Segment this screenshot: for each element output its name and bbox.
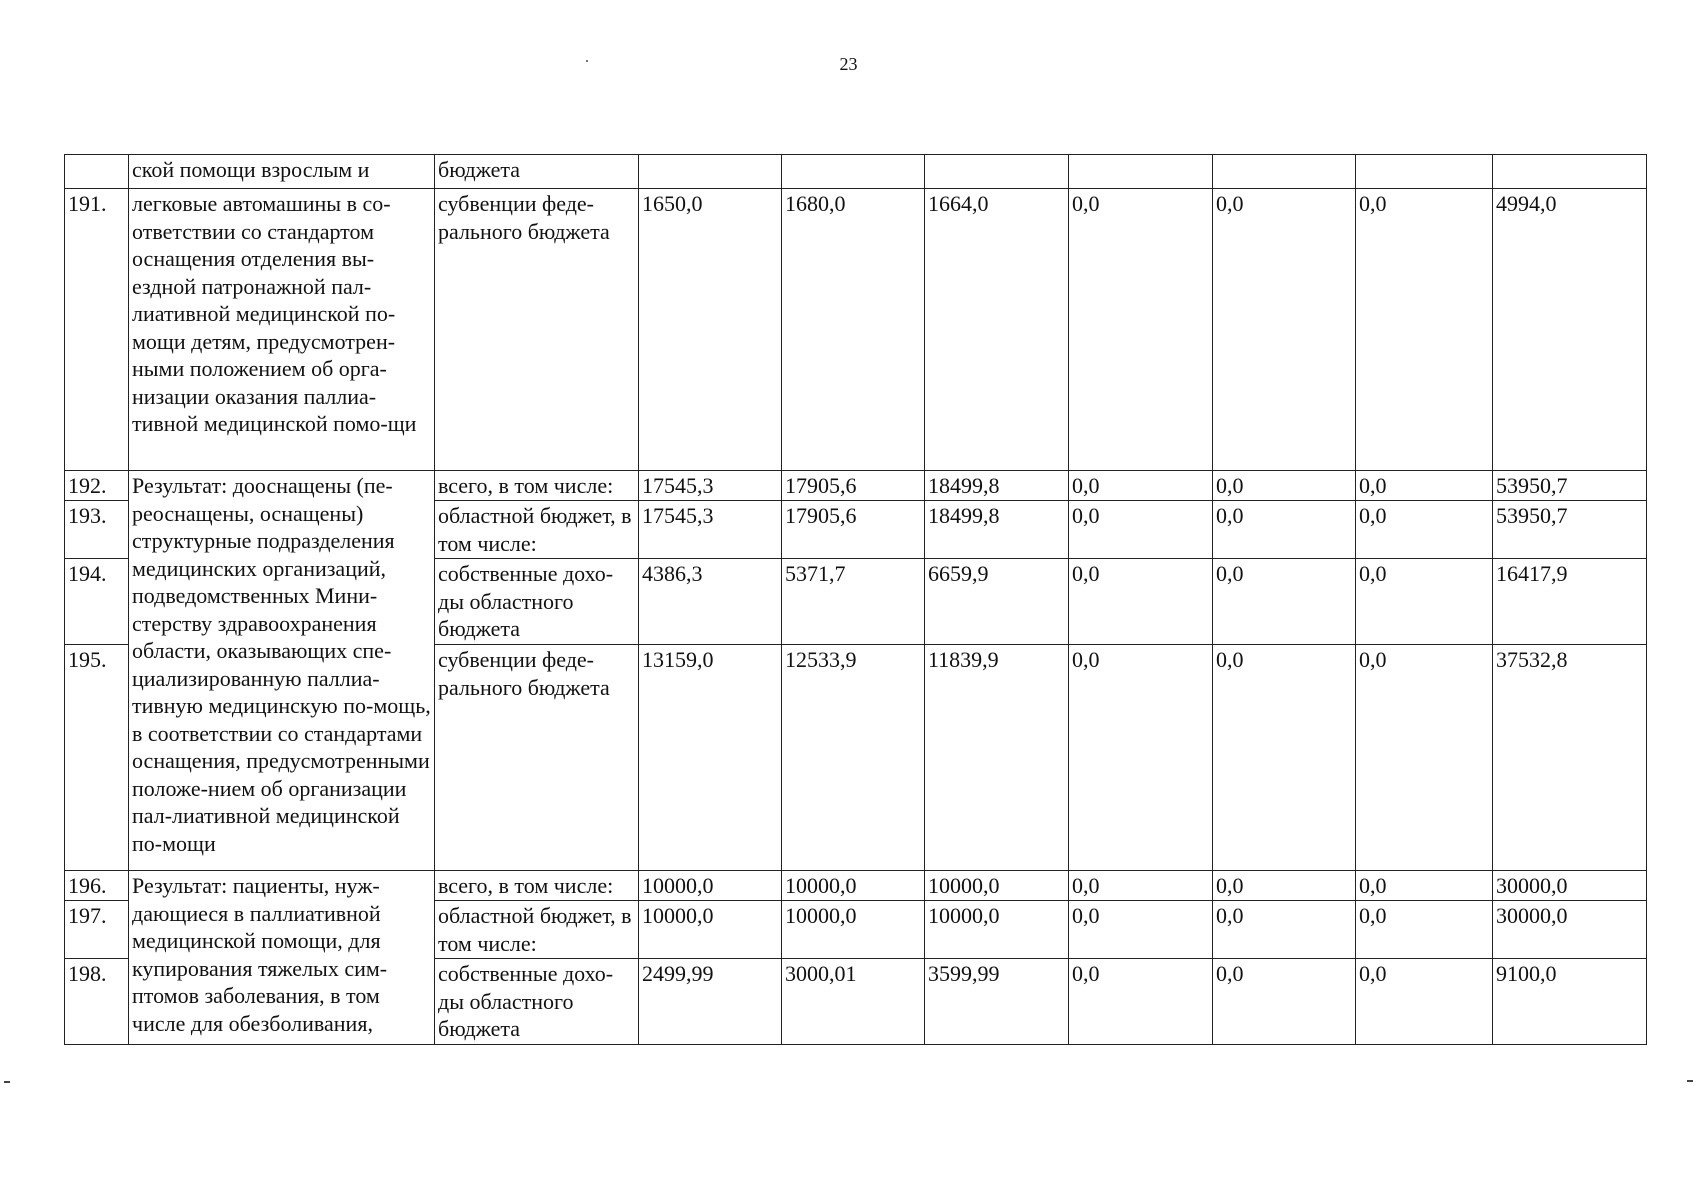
table-row bbox=[65, 189, 1647, 471]
value-cell: 0,0 bbox=[1213, 559, 1356, 645]
budget-table bbox=[64, 154, 1647, 1045]
value-cell: 0,0 bbox=[1356, 471, 1493, 501]
value-cell: 30000,0 bbox=[1493, 901, 1647, 959]
row-number: 197. bbox=[65, 901, 129, 959]
row-number: 193. bbox=[65, 501, 129, 559]
row-number bbox=[65, 155, 129, 189]
value-cell: 0,0 bbox=[1213, 189, 1356, 471]
value-cell: 1664,0 bbox=[925, 189, 1069, 471]
value-cell: 53950,7 bbox=[1493, 471, 1647, 501]
value-cell bbox=[639, 155, 782, 189]
scan-artifact-dot bbox=[586, 60, 588, 62]
funding-source: областной бюджет, в том числе: bbox=[435, 501, 639, 559]
scan-margin-mark bbox=[4, 1081, 10, 1083]
scan-margin-mark bbox=[1687, 1080, 1693, 1082]
row-description: ской помощи взрослым и bbox=[129, 155, 435, 189]
value-cell: 0,0 bbox=[1069, 871, 1213, 901]
value-cell: 10000,0 bbox=[925, 901, 1069, 959]
value-cell: 0,0 bbox=[1213, 471, 1356, 501]
row-number: 198. bbox=[65, 959, 129, 1045]
funding-source: всего, в том числе: bbox=[435, 871, 639, 901]
row-number: 194. bbox=[65, 559, 129, 645]
value-cell: 0,0 bbox=[1356, 645, 1493, 871]
value-cell: 18499,8 bbox=[925, 471, 1069, 501]
value-cell: 18499,8 bbox=[925, 501, 1069, 559]
value-cell: 0,0 bbox=[1069, 559, 1213, 645]
row-number: 192. bbox=[65, 471, 129, 501]
row-description: Результат: дооснащены (пе-реоснащены, оснащены) структурные подразделения медицинских организаций, подведомственных Мини-стерству здравоохранения области, оказывающих спе-циализированную паллиа-тивную медицинскую по-мощь, в соответствии со стандартами оснащения, предусмотренными положе-нием об организации пал-лиативной медицинской по-мощи bbox=[129, 471, 435, 871]
row-number: 196. bbox=[65, 871, 129, 901]
value-cell: 0,0 bbox=[1069, 645, 1213, 871]
funding-source: областной бюджет, в том числе: bbox=[435, 901, 639, 959]
value-cell: 30000,0 bbox=[1493, 871, 1647, 901]
value-cell: 5371,7 bbox=[782, 559, 925, 645]
value-cell: 4386,3 bbox=[639, 559, 782, 645]
value-cell: 0,0 bbox=[1213, 871, 1356, 901]
row-description: легковые автомашины в со-ответствии со стандартом оснащения отделения вы-ездной патронажной пал-лиативной медицинской по-мощи детям, предусмотрен-ными положением об орга-низации оказания паллиа-тивной медицинской помо-щи bbox=[129, 189, 435, 471]
value-cell: 0,0 bbox=[1069, 189, 1213, 471]
value-cell: 0,0 bbox=[1356, 959, 1493, 1045]
value-cell: 0,0 bbox=[1356, 901, 1493, 959]
value-cell bbox=[1069, 155, 1213, 189]
value-cell: 0,0 bbox=[1069, 501, 1213, 559]
value-cell: 0,0 bbox=[1213, 959, 1356, 1045]
value-cell: 17545,3 bbox=[639, 471, 782, 501]
value-cell: 1650,0 bbox=[639, 189, 782, 471]
funding-source: бюджета bbox=[435, 155, 639, 189]
funding-source: собственные дохо-ды областного бюджета bbox=[435, 559, 639, 645]
page-number: 23 bbox=[839, 54, 858, 74]
value-cell: 10000,0 bbox=[782, 901, 925, 959]
value-cell: 12533,9 bbox=[782, 645, 925, 871]
value-cell: 0,0 bbox=[1356, 871, 1493, 901]
value-cell: 37532,8 bbox=[1493, 645, 1647, 871]
value-cell: 9100,0 bbox=[1493, 959, 1647, 1045]
value-cell: 0,0 bbox=[1213, 501, 1356, 559]
value-cell: 10000,0 bbox=[639, 871, 782, 901]
value-cell: 0,0 bbox=[1356, 501, 1493, 559]
value-cell bbox=[1213, 155, 1356, 189]
value-cell: 0,0 bbox=[1356, 559, 1493, 645]
row-description: Результат: пациенты, нуж-дающиеся в паллиативной медицинской помощи, для купирования тяжелых сим-птомов заболевания, в том числе для обезболивания, bbox=[129, 871, 435, 1045]
table-row bbox=[65, 471, 1647, 501]
value-cell: 0,0 bbox=[1069, 471, 1213, 501]
value-cell: 0,0 bbox=[1069, 901, 1213, 959]
value-cell: 2499,99 bbox=[639, 959, 782, 1045]
value-cell: 3599,99 bbox=[925, 959, 1069, 1045]
value-cell: 0,0 bbox=[1213, 645, 1356, 871]
value-cell: 1680,0 bbox=[782, 189, 925, 471]
value-cell: 11839,9 bbox=[925, 645, 1069, 871]
value-cell: 10000,0 bbox=[639, 901, 782, 959]
value-cell bbox=[925, 155, 1069, 189]
value-cell bbox=[1356, 155, 1493, 189]
value-cell: 6659,9 bbox=[925, 559, 1069, 645]
funding-source: всего, в том числе: bbox=[435, 471, 639, 501]
value-cell: 17905,6 bbox=[782, 471, 925, 501]
value-cell: 10000,0 bbox=[925, 871, 1069, 901]
value-cell bbox=[782, 155, 925, 189]
funding-source: субвенции феде-ральнoго бюджета bbox=[435, 645, 639, 871]
value-cell: 10000,0 bbox=[782, 871, 925, 901]
value-cell bbox=[1493, 155, 1647, 189]
funding-source: субвенции феде-ральнoго бюджета bbox=[435, 189, 639, 471]
table-row bbox=[65, 155, 1647, 189]
value-cell: 53950,7 bbox=[1493, 501, 1647, 559]
value-cell: 3000,01 bbox=[782, 959, 925, 1045]
value-cell: 0,0 bbox=[1213, 901, 1356, 959]
row-number: 195. bbox=[65, 645, 129, 871]
value-cell: 0,0 bbox=[1356, 189, 1493, 471]
value-cell: 13159,0 bbox=[639, 645, 782, 871]
value-cell: 17545,3 bbox=[639, 501, 782, 559]
value-cell: 16417,9 bbox=[1493, 559, 1647, 645]
table-row bbox=[65, 871, 1647, 901]
value-cell: 17905,6 bbox=[782, 501, 925, 559]
value-cell: 0,0 bbox=[1069, 959, 1213, 1045]
funding-source: собственные дохо-ды областного бюджета bbox=[435, 959, 639, 1045]
row-number: 191. bbox=[65, 189, 129, 471]
value-cell: 4994,0 bbox=[1493, 189, 1647, 471]
